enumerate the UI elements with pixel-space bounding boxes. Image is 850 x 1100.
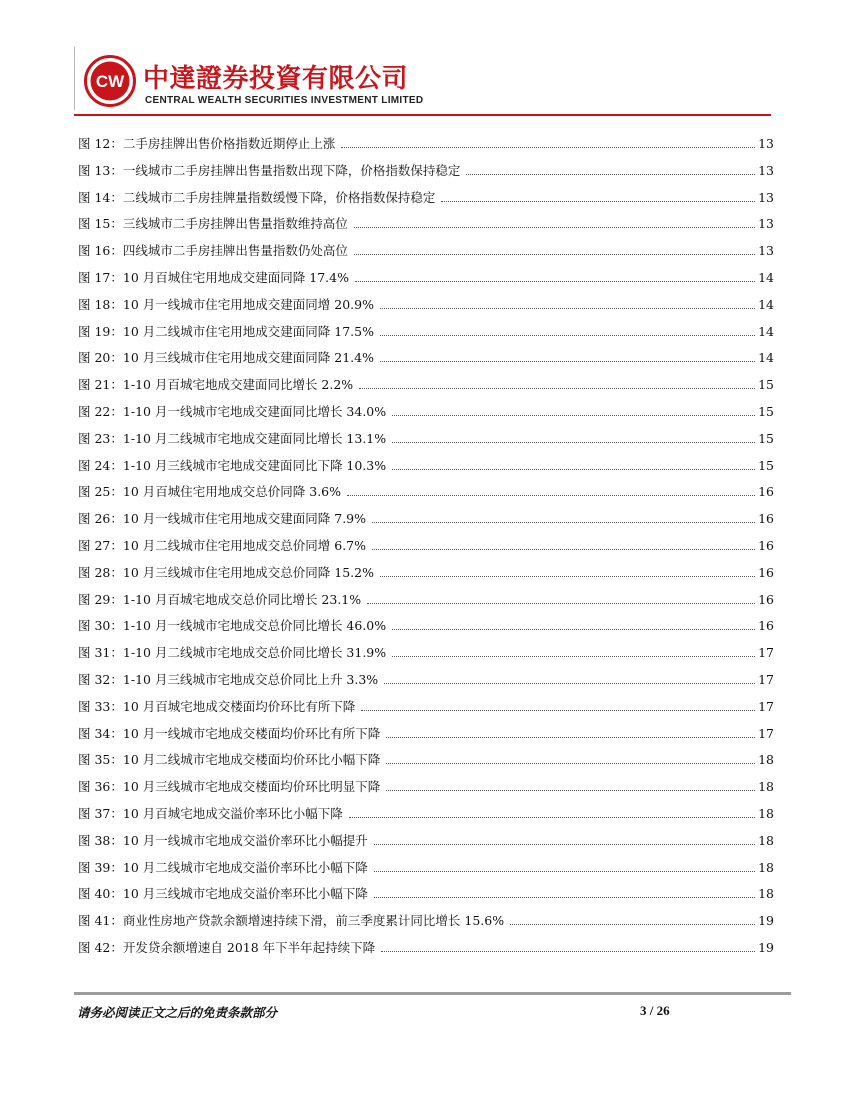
toc-entry-title: 10 月百城住宅用地成交总价同降 3.6% xyxy=(122,484,342,500)
toc-page-number: 18 xyxy=(758,779,774,795)
toc-page-number: 17 xyxy=(758,671,774,687)
toc-entry-title: 10 月三线城市住宅用地成交建面同降 21.4% xyxy=(122,350,374,366)
toc-entry[interactable] xyxy=(78,241,774,268)
toc-page-number: 16 xyxy=(758,618,774,634)
toc-leader-dots xyxy=(386,728,755,738)
toc-leader-dots xyxy=(349,808,755,818)
toc-entry[interactable] xyxy=(78,348,774,375)
toc-entry[interactable] xyxy=(78,134,774,161)
toc-leader-dots xyxy=(380,352,755,362)
toc-entry[interactable] xyxy=(78,268,774,295)
toc-page-number: 14 xyxy=(758,269,774,285)
footer-divider xyxy=(74,992,791,995)
toc-leader-dots xyxy=(374,835,755,845)
toc-leader-dots xyxy=(374,862,755,872)
toc-entry-title: 10 月三线城市宅地成交楼面均价环比明显下降 xyxy=(122,779,381,795)
toc-entry[interactable] xyxy=(78,697,774,724)
toc-leader-dots xyxy=(510,915,755,925)
toc-entry-title: 三线城市二手房挂牌出售量指数维持高位 xyxy=(122,216,348,232)
toc-page-number: 16 xyxy=(758,511,774,527)
toc-leader-dots xyxy=(392,620,755,630)
toc-leader-dots xyxy=(392,647,755,657)
logo-text: CW xyxy=(95,72,125,91)
toc-entry-title: 1-10 月百城宅地成交建面同比增长 2.2% xyxy=(122,377,354,393)
toc-figure-label: 图 34： xyxy=(78,725,123,741)
toc-page-number: 15 xyxy=(758,457,774,473)
toc-figure-label: 图 28： xyxy=(78,564,123,580)
toc-figure-label: 图 12： xyxy=(78,136,123,151)
toc-leader-dots xyxy=(386,781,755,791)
toc-entry[interactable] xyxy=(78,188,774,215)
toc-entry-title: 一线城市二手房挂牌出售量指数出现下降，价格指数保持稳定 xyxy=(122,162,461,178)
toc-leader-dots xyxy=(372,540,755,550)
toc-figure-label: 图 42： xyxy=(78,939,123,955)
toc-leader-dots xyxy=(341,138,755,148)
toc-entry-title: 10 月百城宅地成交楼面均价环比有所下降 xyxy=(122,698,356,714)
toc-leader-dots xyxy=(381,942,755,952)
toc-leader-dots xyxy=(347,486,755,496)
toc-figure-label: 图 16： xyxy=(78,243,123,259)
toc-entry[interactable] xyxy=(78,590,774,617)
figure-list-toc xyxy=(78,134,774,965)
toc-page-number: 18 xyxy=(758,805,774,821)
toc-entry-title: 10 月百城宅地成交溢价率环比小幅下降 xyxy=(122,805,343,821)
toc-entry-title: 1-10 月三线城市宅地成交建面同比下降 10.3% xyxy=(122,457,387,473)
toc-page-number: 17 xyxy=(758,725,774,741)
toc-entry[interactable] xyxy=(78,456,774,483)
toc-entry-title: 1-10 月一线城市宅地成交建面同比增长 34.0% xyxy=(122,403,387,419)
toc-figure-label: 图 31： xyxy=(78,645,123,661)
toc-entry[interactable] xyxy=(78,911,774,938)
toc-figure-label: 图 26： xyxy=(78,511,123,527)
toc-page-number: 16 xyxy=(758,591,774,607)
toc-leader-dots xyxy=(380,326,755,336)
toc-leader-dots xyxy=(386,754,755,764)
toc-entry[interactable] xyxy=(78,536,774,563)
toc-entry[interactable] xyxy=(78,322,774,349)
toc-page-number: 14 xyxy=(758,323,774,339)
toc-entry-title: 1-10 月百城宅地成交总价同比增长 23.1% xyxy=(122,591,362,607)
toc-entry[interactable] xyxy=(78,563,774,590)
toc-entry-title: 10 月二线城市住宅用地成交建面同降 17.5% xyxy=(122,323,374,339)
toc-entry-title: 10 月一线城市宅地成交楼面均价环比有所下降 xyxy=(122,725,381,741)
toc-entry-title: 四线城市二手房挂牌出售量指数仍处高位 xyxy=(122,243,348,259)
toc-figure-label: 图 40： xyxy=(78,886,123,902)
toc-figure-label: 图 18： xyxy=(78,296,123,312)
toc-page-number: 15 xyxy=(758,403,774,419)
toc-figure-label: 图 25： xyxy=(78,484,123,500)
toc-leader-dots xyxy=(354,245,755,255)
toc-page-number: 16 xyxy=(758,564,774,580)
toc-figure-label: 图 23： xyxy=(78,430,123,446)
toc-page-number: 14 xyxy=(758,350,774,366)
toc-entry-title: 10 月二线城市住宅用地成交总价同增 6.7% xyxy=(122,537,367,553)
toc-entry[interactable] xyxy=(78,402,774,429)
toc-leader-dots xyxy=(354,218,755,228)
toc-figure-label: 图 37： xyxy=(78,805,123,821)
toc-figure-label: 图 24： xyxy=(78,457,123,473)
toc-entry[interactable] xyxy=(78,429,774,456)
toc-page-number: 15 xyxy=(758,377,774,393)
toc-page-number: 16 xyxy=(758,537,774,553)
header-divider xyxy=(74,114,771,116)
toc-leader-dots xyxy=(392,406,755,416)
toc-entry-title: 10 月三线城市宅地成交溢价率环比小幅下降 xyxy=(122,886,368,902)
toc-page-number: 19 xyxy=(758,913,774,929)
toc-page-number: 13 xyxy=(758,189,774,205)
toc-figure-label: 图 29： xyxy=(78,591,123,607)
toc-figure-label: 图 15： xyxy=(78,216,123,232)
toc-entry-title: 二线城市二手房挂牌量指数缓慢下降，价格指数保持稳定 xyxy=(122,189,436,205)
toc-entry[interactable] xyxy=(78,804,774,831)
toc-entry-title: 1-10 月三线城市宅地成交总价同比上升 3.3% xyxy=(122,671,379,687)
header-vertical-rule xyxy=(74,47,75,110)
toc-entry-title: 开发贷余额增速自 2018 年下半年起持续下降 xyxy=(122,939,376,955)
toc-figure-label: 图 22： xyxy=(78,403,123,419)
toc-figure-label: 图 36： xyxy=(78,779,123,795)
toc-entry[interactable] xyxy=(78,375,774,402)
toc-entry[interactable] xyxy=(78,670,774,697)
toc-figure-label: 图 32： xyxy=(78,671,123,687)
page-number: 3 / 26 xyxy=(640,1003,670,1018)
toc-entry-title: 10 月一线城市住宅用地成交建面同降 7.9% xyxy=(122,511,367,527)
toc-figure-label: 图 30： xyxy=(78,618,123,634)
toc-leader-dots xyxy=(355,272,755,282)
toc-entry-title: 二手房挂牌出售价格指数近期停止上涨 xyxy=(122,136,336,151)
toc-leader-dots xyxy=(380,299,755,309)
toc-page-number: 16 xyxy=(758,484,774,500)
toc-figure-label: 图 19： xyxy=(78,323,123,339)
company-name-chinese: 中達證券投資有限公司 xyxy=(143,64,409,94)
toc-leader-dots xyxy=(392,433,755,443)
toc-entry[interactable] xyxy=(78,482,774,509)
toc-leader-dots xyxy=(384,674,755,684)
company-name-english: CENTRAL WEALTH SECURITIES INVESTMENT LIMITED xyxy=(145,95,424,106)
toc-page-number: 18 xyxy=(758,859,774,875)
toc-leader-dots xyxy=(367,594,755,604)
toc-leader-dots xyxy=(392,460,755,470)
toc-entry[interactable] xyxy=(78,295,774,322)
toc-leader-dots xyxy=(372,513,755,523)
toc-entry[interactable] xyxy=(78,884,774,911)
toc-page-number: 18 xyxy=(758,752,774,768)
toc-entry-title: 10 月三线城市住宅用地成交总价同降 15.2% xyxy=(122,564,374,580)
company-logo-icon xyxy=(84,55,136,107)
report-header xyxy=(0,0,850,125)
toc-entry-title: 商业性房地产贷款余额增速持续下滑，前三季度累计同比增长 15.6% xyxy=(122,913,505,929)
toc-figure-label: 图 13： xyxy=(78,162,123,178)
disclaimer-note: 请务必阅读正文之后的免责条款部分 xyxy=(77,1005,278,1020)
toc-page-number: 14 xyxy=(758,296,774,312)
toc-page-number: 18 xyxy=(758,886,774,902)
toc-leader-dots xyxy=(359,379,755,389)
toc-entry-title: 10 月百城住宅用地成交建面同降 17.4% xyxy=(122,269,349,285)
toc-figure-label: 图 38： xyxy=(78,832,123,848)
toc-page-number: 13 xyxy=(758,162,774,178)
toc-leader-dots xyxy=(466,165,755,175)
toc-entry[interactable] xyxy=(78,509,774,536)
toc-leader-dots xyxy=(374,888,755,898)
toc-page-number: 18 xyxy=(758,832,774,848)
toc-page-number: 17 xyxy=(758,645,774,661)
toc-entry[interactable] xyxy=(78,161,774,188)
toc-page-number: 15 xyxy=(758,430,774,446)
toc-entry-title: 1-10 月二线城市宅地成交建面同比增长 13.1% xyxy=(122,430,387,446)
toc-figure-label: 图 39： xyxy=(78,859,123,875)
toc-entry-title: 10 月二线城市宅地成交溢价率环比小幅下降 xyxy=(122,859,368,875)
toc-figure-label: 图 41： xyxy=(78,913,123,929)
toc-leader-dots xyxy=(361,701,755,711)
toc-entry[interactable] xyxy=(78,831,774,858)
toc-page-number: 13 xyxy=(758,136,774,151)
toc-figure-label: 图 35： xyxy=(78,752,123,768)
toc-entry[interactable] xyxy=(78,214,774,241)
toc-entry[interactable] xyxy=(78,616,774,643)
toc-entry-title: 1-10 月二线城市宅地成交总价同比增长 31.9% xyxy=(122,645,387,661)
toc-page-number: 13 xyxy=(758,216,774,232)
toc-entry-title: 1-10 月一线城市宅地成交总价同比增长 46.0% xyxy=(122,618,387,634)
toc-entry-title: 10 月一线城市宅地成交溢价率环比小幅提升 xyxy=(122,832,368,848)
toc-page-number: 13 xyxy=(758,243,774,259)
toc-entry[interactable] xyxy=(78,777,774,804)
toc-entry[interactable] xyxy=(78,724,774,751)
toc-figure-label: 图 20： xyxy=(78,350,123,366)
toc-entry-title: 10 月一线城市住宅用地成交建面同增 20.9% xyxy=(122,296,374,312)
toc-figure-label: 图 33： xyxy=(78,698,123,714)
toc-entry-title: 10 月二线城市宅地成交楼面均价环比小幅下降 xyxy=(122,752,381,768)
toc-entry[interactable] xyxy=(78,858,774,885)
toc-figure-label: 图 17： xyxy=(78,269,123,285)
toc-entry[interactable] xyxy=(78,643,774,670)
toc-leader-dots xyxy=(441,192,755,202)
toc-figure-label: 图 27： xyxy=(78,537,123,553)
toc-figure-label: 图 14： xyxy=(78,189,123,205)
toc-entry[interactable] xyxy=(78,750,774,777)
toc-page-number: 17 xyxy=(758,698,774,714)
toc-figure-label: 图 21： xyxy=(78,377,123,393)
toc-page-number: 19 xyxy=(758,939,774,955)
toc-leader-dots xyxy=(380,567,755,577)
toc-entry[interactable] xyxy=(78,938,774,965)
